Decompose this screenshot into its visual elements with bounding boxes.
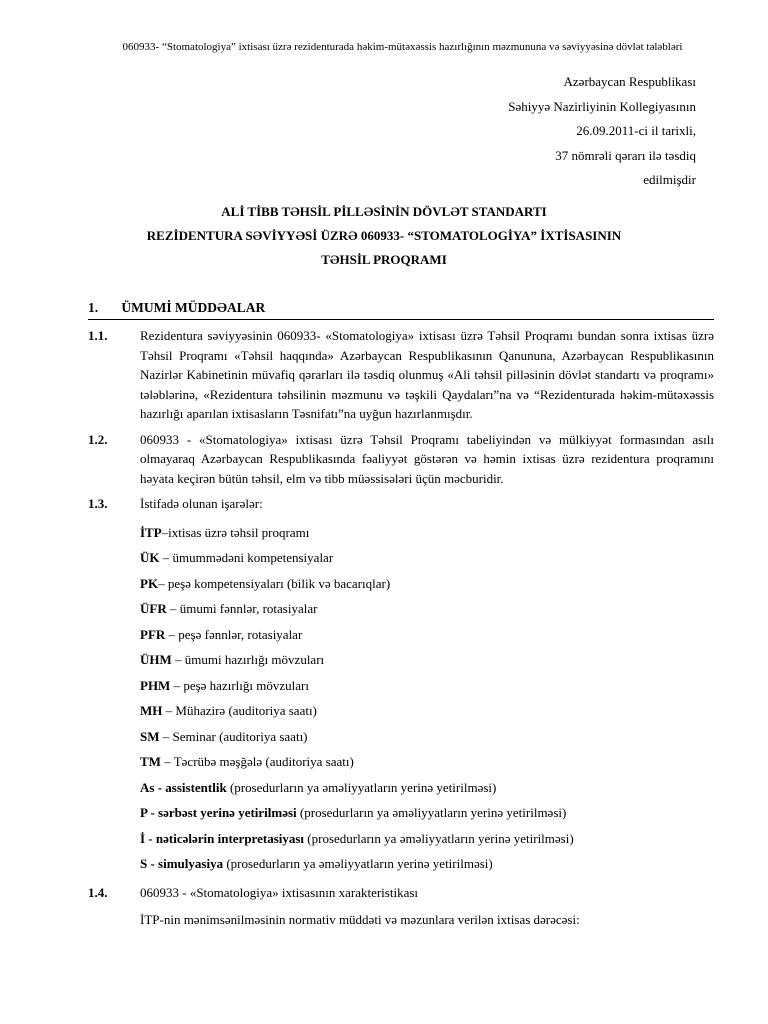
symbol-entry: [140, 724, 714, 750]
clause-number: 1.3.: [88, 496, 108, 511]
symbol-separator: –: [161, 524, 169, 540]
symbol-entry: [140, 520, 714, 546]
clause-number: 1.4.: [88, 884, 108, 900]
clause-text: 060933 - «Stomatologiya» ixtisası üzrə Təhsil Proqramı tabeliyindən və mülkiyyət formasından asılı olmayaraq Azərbaycan Respublikasında fəaliyyət göstərən və həmin ixtisas üzrə rezidentura proqramını həyata keçirən bütün təhsil, elm və tibb müəssisələri üçün məcburidir.: [140, 431, 714, 486]
symbol-entry: [140, 647, 714, 673]
symbol-description: ümumi hazırlığı mövzuları: [184, 652, 325, 667]
symbol-entry: [140, 673, 714, 699]
section-title: ÜMUMİ MÜDDƏALAR: [121, 300, 266, 315]
clause-1-4: [88, 883, 714, 931]
symbol-separator: –: [159, 728, 173, 744]
symbol-abbr: İTP: [140, 524, 162, 540]
symbol-separator: –: [159, 550, 173, 565]
clause-1-3: [88, 494, 714, 877]
symbol-entry: [140, 698, 714, 724]
symbol-description: peşə kompetensiyaları (bilik və bacarıqlar): [167, 575, 391, 591]
clause-body: [140, 494, 714, 877]
symbol-entry: [140, 826, 714, 852]
approval-line: Səhiyyə Nazirliyinin Kollegiyasının: [508, 98, 696, 114]
title-line: ALİ TİBB TƏHSİL PİLLƏSİNİN DÖVLƏT STANDARTI: [221, 204, 547, 219]
symbol-description: (prosedurların ya əməliyyatların yerinə yetirilməsi): [299, 805, 567, 820]
symbol-description: (prosedurların ya əməliyyatların yerinə yetirilməsi): [226, 856, 493, 871]
approval-line: 37 nömrəli qərarı ilə təsdiq: [555, 147, 696, 163]
symbol-entry: [140, 851, 714, 877]
symbol-description: ümumi fənnlər, rotasiyalar: [179, 601, 318, 616]
symbol-entry: [140, 545, 714, 571]
clause-number: 1.2.: [88, 431, 108, 447]
symbol-abbr: S - simulyasiya: [140, 856, 224, 871]
symbol-entry: [140, 800, 714, 826]
title-line: TƏHSİL PROQRAMI: [321, 252, 447, 267]
symbol-abbr: ÜHM: [140, 652, 172, 667]
symbol-separator: –: [165, 626, 179, 642]
symbol-abbr: İ - nəticələrin interpretasiyası: [140, 830, 305, 846]
symbol-abbr: As - assistentlik: [140, 779, 227, 795]
clause-text: Rezidentura səviyyəsinin 060933- «Stomatologiya» ixtisası üzrə Təhsil Proqramı bundan sonra ixtisas üzrə Təhsil Proqramı «Təhsil haqqında» Azərbaycan Respublikasının Qanununa, Azərbaycan Respublikasının Nazirlər Kabinetinin müvafiq qərarları ilə təsdiq olunmuş «Ali təhsil pilləsinin dövlət standartı və proqramı» tələblərinə, «Rezidentura təhsilinin məzmunu və təşkili Qaydaları”na və “Rezidenturada həkim-mütəxəssis hazırlığı aparılan ixtisasların Təsnifatı”na uyğun hazırlanmışdır.: [140, 328, 714, 421]
section-items: [88, 326, 714, 936]
symbol-separator: –: [160, 754, 174, 769]
symbol-description: Seminar (auditoriya saatı): [172, 728, 308, 744]
symbol-abbr: ÜK: [140, 550, 160, 565]
symbol-separator: –: [170, 677, 184, 693]
symbol-description: peşə hazırlığı mövzuları: [183, 677, 309, 693]
approval-line: Azərbaycan Respublikası: [563, 74, 696, 89]
symbol-description: ixtisas üzrə təhsil proqramı: [168, 524, 310, 540]
symbol-abbr: PHM: [140, 677, 171, 693]
document-title: [60, 200, 708, 272]
symbol-entry: [140, 571, 714, 597]
symbol-abbr: SM: [140, 728, 160, 744]
clause-1-2: [88, 430, 714, 489]
clause-body: [140, 883, 714, 931]
symbol-entry: [140, 622, 714, 648]
symbol-separator: –: [171, 652, 185, 667]
symbol-description: (prosedurların ya əməliyyatların yerinə yetirilməsi): [229, 779, 497, 795]
symbols-list: [140, 520, 714, 877]
symbol-entry: [140, 749, 714, 775]
clause-subtext: İTP-nin mənimsənilməsinin normativ müddəti və məzunlara verilən ixtisas dərəcəsi:: [140, 912, 580, 927]
clause-1-1: [88, 326, 714, 424]
symbol-separator: –: [158, 575, 168, 591]
section-heading: [88, 300, 714, 320]
symbol-abbr: MH: [140, 703, 163, 718]
clause-text: İstifadə olunan işarələr:: [140, 496, 263, 511]
symbol-description: Təcrübə məşğələ (auditoriya saatı): [173, 754, 354, 769]
symbol-entry: [140, 596, 714, 622]
clause-text: 060933 - «Stomatologiya» ixtisasının xarakteristikası: [140, 884, 419, 900]
symbol-abbr: PK: [140, 575, 159, 591]
approval-line: 26.09.2011-ci il tarixli,: [576, 123, 696, 138]
symbol-description: ümummədəni kompetensiyalar: [172, 550, 334, 565]
symbol-description: Mühazirə (auditoriya saatı): [175, 703, 317, 718]
symbol-separator: –: [162, 703, 176, 718]
symbol-entry: [140, 775, 714, 801]
symbol-abbr: PFR: [140, 626, 166, 642]
symbol-abbr: TM: [140, 754, 161, 769]
symbol-description: (prosedurların ya əməliyyatların yerinə yetirilməsi): [307, 830, 574, 846]
approval-line: edilmişdir: [643, 172, 696, 187]
symbol-description: peşə fənnlər, rotasiyalar: [178, 626, 303, 642]
title-line: REZİDENTURA SƏVİYYƏSİ ÜZRƏ 060933- “STOMATOLOGİYA” İXTİSASININ: [146, 228, 622, 243]
section-number: 1.: [88, 300, 99, 315]
symbol-abbr: ÜFR: [140, 601, 167, 616]
running-header: 060933- “Stomatologiya” ixtisası üzrə rezidenturada həkim-mütəxəssis hazırlığının məzmununa və səviyyəsinə dövlət tələbləri: [122, 41, 683, 53]
symbol-separator: –: [166, 601, 180, 616]
clause-number: 1.1.: [88, 328, 108, 343]
symbol-abbr: P - sərbəst yerinə yetirilməsi: [140, 805, 297, 820]
approval-block: [396, 70, 696, 193]
